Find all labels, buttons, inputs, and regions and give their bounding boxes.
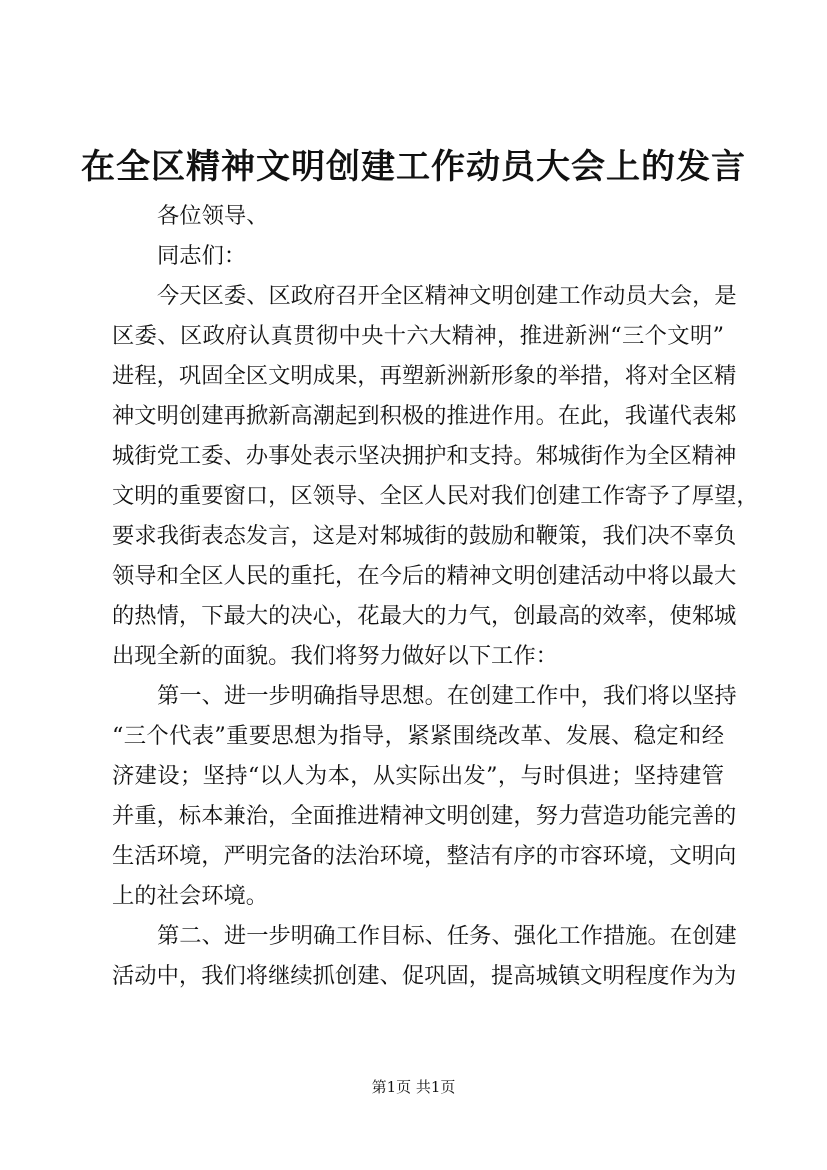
body-line: 济建设；坚持“以人为本，从实际出发”，与时俱进；坚持建管 [112,763,724,789]
document-body [112,196,759,996]
body-line: 各位领导、 [157,203,269,229]
body-line: 城街党工委、办事处表示坚决拥护和支持。邾城街作为全区精神 [112,443,737,469]
body-line: 同志们： [157,243,247,269]
body-line: 上的社会环境。 [112,883,269,909]
body-line: 要求我街表态发言，这是对邾城街的鼓励和鞭策，我们决不辜负 [112,523,737,549]
body-line: 今天区委、区政府召开全区精神文明创建工作动员大会，是 [157,283,737,309]
body-line: 第二、进一步明确工作目标、任务、强化工作措施。在创建 [157,923,737,949]
document-title: 在全区精神文明创建工作动员大会上的发言 [81,147,746,187]
body-line: 出现全新的面貌。我们将努力做好以下工作： [112,643,558,669]
body-line: “三个代表”重要思想为指导，紧紧围绕改革、发展、稳定和经 [112,723,724,749]
body-line: 进程，巩固全区文明成果，再塑新洲新形象的举措，将对全区精 [112,363,737,389]
page-footer: 第1页 共1页 [371,1078,456,1096]
body-line: 区委、区政府认真贯彻中央十六大精神，推进新洲“三个文明” [112,323,724,349]
body-line: 领导和全区人民的重托，在今后的精神文明创建活动中将以最大 [112,563,737,589]
body-line: 文明的重要窗口，区领导、全区人民对我们创建工作寄予了厚望， [112,483,759,509]
body-line: 活动中，我们将继续抓创建、促巩固，提高城镇文明程度作为为 [112,963,737,989]
body-line: 生活环境，严明完备的法治环境，整洁有序的市容环境，文明向 [112,843,737,869]
body-line: 神文明创建再掀新高潮起到积极的推进作用。在此，我谨代表邾 [112,403,737,429]
body-line: 第一、进一步明确指导思想。在创建工作中，我们将以坚持 [157,683,737,709]
body-line: 的热情，下最大的决心，花最大的力气，创最高的效率，使邾城 [112,603,737,629]
body-line: 并重，标本兼治，全面推进精神文明创建，努力营造功能完善的 [112,803,737,829]
